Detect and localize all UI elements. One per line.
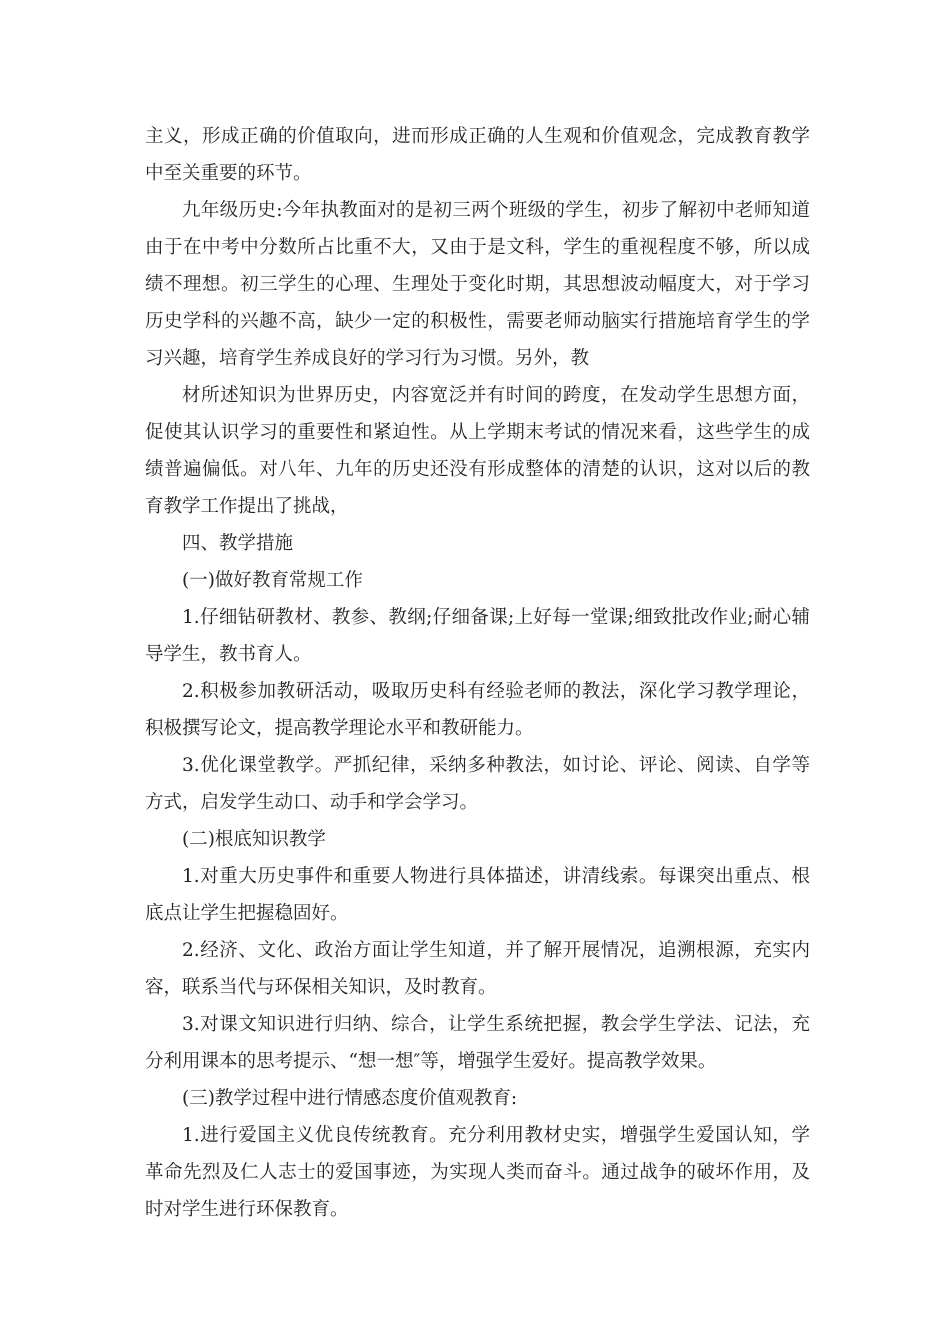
subheading-basic-knowledge: (二)根底知识教学 (182, 829, 326, 850)
list-item-routine-2: 2.积极参加教研活动，吸取历史科有经验老师的教法，深化学习教学理论，积极撰写论文，提高教学理论水平和教研能力。 (145, 681, 810, 739)
list-item-values-1: 1.进行爱国主义优良传统教育。充分利用教材史实，增强学生爱国认知，学革命先烈及仁人志士的爱国事迹，为实现人类而奋斗。通过战争的破坏作用，及时对学生进行环保教育。 (145, 1125, 810, 1220)
section-heading-measures: 四、教学措施 (182, 533, 294, 554)
list-item-basic-1: 1.对重大历史事件和重要人物进行具体描述，讲清线索。每课突出重点、根底点让学生把握稳固好。 (145, 866, 810, 924)
document-body (145, 118, 810, 1228)
subheading-values-education: (三)教学过程中进行情感态度价值观教育: (182, 1088, 518, 1109)
paragraph-grade9-history: 九年级历史:今年执教面对的是初三两个班级的学生，初步了解初中老师知道由于在中考中分数所占比重不大，又由于是文科，学生的重视程度不够，所以成绩不理想。初三学生的心理、生理处于变化时期，其思想波动幅度大，对于学习历史学科的兴趣不高，缺少一定的积极性，需要老师动脑实行措施培育学生的学习兴趣，培育学生养成良好的学习行为习惯。另外，教 (145, 200, 810, 369)
paragraph-textbook-content: 材所述知识为世界历史，内容宽泛并有时间的跨度，在发动学生思想方面，促使其认识学习的重要性和紧迫性。从上学期末考试的情况来看，这些学生的成绩普遍偏低。对八年、九年的历史还没有形成整体的清楚的认识，这对以后的教育教学工作提出了挑战， (145, 385, 810, 517)
list-item-basic-2: 2.经济、文化、政治方面让学生知道，并了解开展情况，追溯根源，充实内容，联系当代与环保相关知识，及时教育。 (145, 940, 810, 998)
list-item-routine-3: 3.优化课堂教学。严抓纪律，采纳多种教法，如讨论、评论、阅读、自学等方式，启发学生动口、动手和学会学习。 (145, 755, 810, 813)
paragraph-continuation: 主义，形成正确的价值取向，进而形成正确的人生观和价值观念，完成教育教学中至关重要的环节。 (145, 126, 810, 184)
list-item-routine-1: 1.仔细钻研教材、教参、教纲;仔细备课;上好每一堂课;细致批改作业;耐心辅导学生，教书育人。 (145, 607, 810, 665)
list-item-basic-3: 3.对课文知识进行归纳、综合，让学生系统把握，教会学生学法、记法，充分利用课本的思考提示、“想一想″等，增强学生爱好。提高教学效果。 (145, 1014, 810, 1072)
subheading-routine-work: (一)做好教育常规工作 (182, 570, 363, 591)
